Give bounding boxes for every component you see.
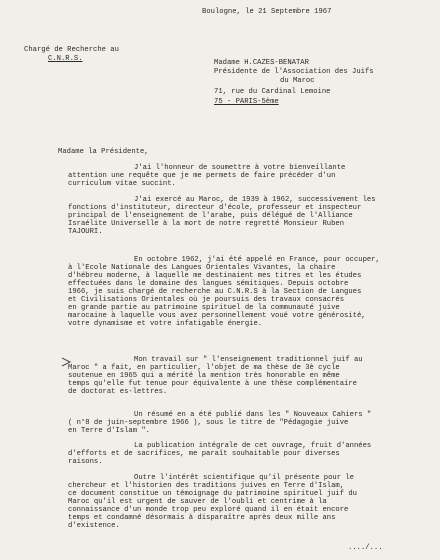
p3-line-5: 1966, je suis chargé de recherche au C.N.R.S à la Section de Langues [68, 288, 362, 296]
p5-line-3: en Terre d'Islam ". [68, 427, 150, 435]
recipient-title-1: Présidente de l'Association des Juifs [214, 68, 374, 76]
p4-line-5: de doctorat es-lettres. [68, 388, 168, 396]
recipient-address-2: 75 - PARIS-5ème [214, 98, 279, 106]
p1-line-3: curriculum vitae succint. [68, 180, 176, 188]
p7-line-7: d'existence. [68, 522, 120, 530]
p2-line-1: J'ai exercé au Maroc, de 1939 à 1962, successivement les [134, 196, 376, 204]
continuation-mark: ..../... [348, 544, 383, 552]
p7-line-1: Outre l'intérêt scientifique qu'il présente pour le [134, 474, 354, 482]
p7-line-3: ce document constitue un témoignage du patrimoine spirituel juif du [68, 490, 357, 498]
p1-line-2: attention une requête que je me permets de faire précéder d'un [68, 172, 336, 180]
p3-line-4: effectuées dans le domaine des langues sémitiques. Depuis octobre [68, 280, 349, 288]
p3-line-9: votre dynamisme et votre infatigable énergie. [68, 320, 263, 328]
p2-line-5: TAJOURI. [68, 228, 103, 236]
p3-line-7: en grande partie au patrimoine spirituel de la communauté juive [68, 304, 340, 312]
recipient-address-1: 71, rue du Cardinal Lemoine [214, 88, 331, 96]
salutation: Madame la Présidente, [58, 148, 149, 156]
p7-line-4: Maroc qu'il est urgent de sauver de l'oubli et centrime à la [68, 498, 327, 506]
p4-line-1: Mon travail sur " l'enseignement traditionnel juif au [134, 356, 363, 364]
p2-line-3: principal de l'enseignement de l'arabe, puis délégué de l'Alliance [68, 212, 353, 220]
p6-line-2: d'efforts et de sacrifices, me paraît souhaitable pour diverses [68, 450, 340, 458]
recipient-title-2: du Maroc [280, 77, 315, 85]
p7-line-6: temps et condamné désormais à disparaître après deux mille ans [68, 514, 336, 522]
p3-line-6: et Civilisations Orientales où je poursuis des travaux consacrés [68, 296, 345, 304]
recipient-name: Madame H.CAZES-BENATAR [214, 59, 309, 67]
p7-line-2: chercheur et l'historien des traditions juives en Terre d'Islam, [68, 482, 345, 490]
p6-line-1: La publication intégrale de cet ouvrage, fruit d'années [134, 442, 372, 450]
p4-line-4: temps qu'elle fut tenue pour équivalente à une thèse complémentaire [68, 380, 357, 388]
p3-line-1: En octobre 1962, j'ai été appelé en France, pour occuper, [134, 256, 380, 264]
p5-line-1: Un résumé en a été publié dans les " Nouveaux Cahiers " [134, 411, 372, 419]
letter-date: Boulogne, le 21 Septembre 1967 [202, 8, 332, 16]
p3-line-8: marocaine à laquelle vous avez personnellement voué votre générosité, [68, 312, 366, 320]
p2-line-2: fonctions d'instituteur, directeur d'école, professeur et inspecteur [68, 204, 362, 212]
sender-title: Chargé de Recherche au [24, 46, 119, 54]
p4-line-3: soutenue en 1965 qui a mérité la mention très honorable en même [68, 372, 340, 380]
sender-org: C.N.R.S. [48, 55, 83, 63]
p2-line-4: Israélite Universelle à la mort de notre regretté Monsieur Ruben [68, 220, 345, 228]
p4-line-2: Maroc " a fait, en particulier, l'objet de ma thèse de 3è cycle [68, 364, 340, 372]
p3-line-3: d'hébreu moderne, à laquelle me destinaient mes titres et les études [68, 272, 362, 280]
p6-line-3: raisons. [68, 458, 103, 466]
p3-line-2: à l'Ecole Nationale des Langues Orientales Vivantes, la chaire [68, 264, 336, 272]
p7-line-5: connaissance d'un monde trop peu exploré quand il en était encore [68, 506, 349, 514]
p5-line-2: ( n°8 de juin-septembre 1966 ), sous le titre de "Pédagogie juive [68, 419, 349, 427]
p1-line-1: J'ai l'honneur de soumettre à votre bienveillante [134, 164, 346, 172]
